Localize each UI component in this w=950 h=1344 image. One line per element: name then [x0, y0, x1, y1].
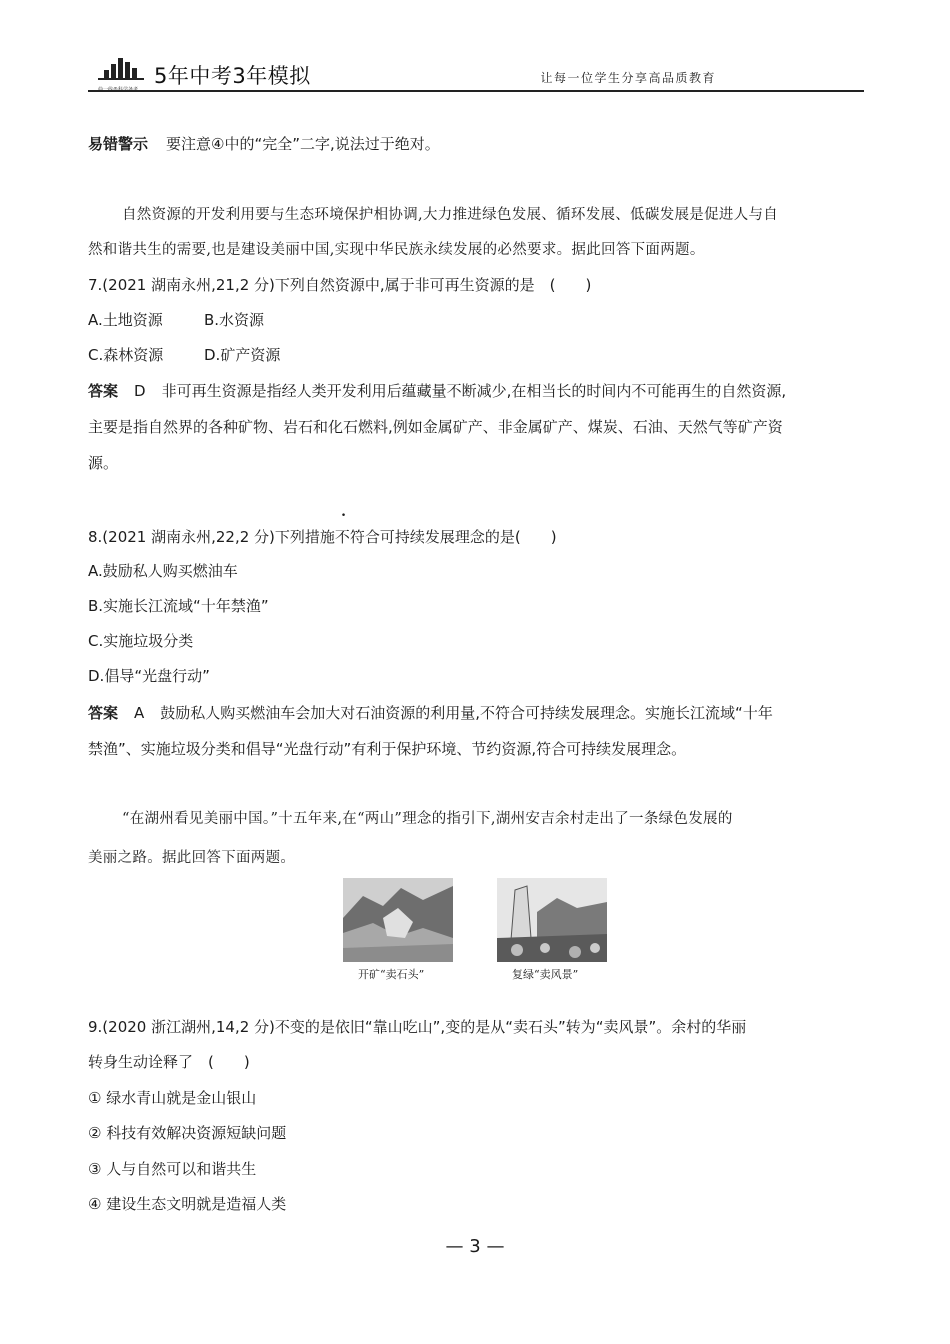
q7-option-c: C.森林资源	[88, 346, 164, 364]
q8-stem-emphasis: 不符合	[334, 528, 380, 546]
q9-item-4: ④ 建设生态文明就是造福人类	[88, 1195, 287, 1213]
q8-answer-label: 答案	[88, 704, 119, 722]
header-slogan: 让每一位学生分享高品质教育	[540, 71, 716, 85]
q7-option-a: A.土地资源	[88, 311, 163, 329]
q7-stem: 7.(2021 湖南永州,21,2 分)下列自然资源中,属于非可再生资源的是 ( )	[88, 276, 592, 294]
q8-answer-line-1: 鼓励私人购买燃油车会加大对石油资源的利用量,不符合可持续发展理念。实施长江流域“十年	[160, 704, 773, 722]
mining-caption: 开矿“卖石头”	[358, 968, 425, 981]
q8-stem	[88, 526, 557, 547]
brand-title: 5年中考3年模拟	[154, 64, 311, 88]
q7-answer-label: 答案	[88, 382, 119, 400]
q8-answer-line-2: 禁渔”、实施垃圾分类和倡导“光盘行动”有利于保护环境、节约资源,符合可持续发展理念。	[88, 740, 687, 758]
q9-item-1: ① 绿水青山就是金山银山	[88, 1089, 257, 1107]
intro1-line-2: 然和谐共生的需要,也是建设美丽中国,实现中华民族永续发展的必然要求。据此回答下面两题。	[88, 242, 705, 258]
q9-item-3: ③ 人与自然可以和谐共生	[88, 1160, 257, 1178]
q7-option-d: D.矿产资源	[204, 346, 281, 364]
q8-answer-letter: A	[134, 704, 145, 722]
q7-answer	[88, 380, 786, 401]
page-header	[88, 52, 864, 94]
header-divider	[88, 90, 864, 92]
restored-photo	[497, 878, 607, 962]
q9-stem-line-2: 转身生动诠释了 ( )	[88, 1053, 250, 1071]
publisher-logo	[98, 56, 144, 88]
q9-item-2: ② 科技有效解决资源短缺问题	[88, 1124, 287, 1142]
q9-stem-line-1: 9.(2020 浙江湖州,14,2 分)不变的是依旧“靠山吃山”,变的是从“卖石头”转为“卖风景”。余村的华丽	[88, 1018, 747, 1036]
intro2-line-1: “在湖州看见美丽中国。”十五年来,在“两山”理念的指引下,湖州安吉余村走出了一条绿色发展的	[122, 811, 733, 827]
page-number: — 3 —	[445, 1236, 505, 1257]
intro1-line-1: 自然资源的开发利用要与生态环境保护相协调,大力推进绿色发展、循环发展、低碳发展是促进人与自	[122, 207, 779, 223]
intro2-line-2: 美丽之路。据此回答下面两题。	[88, 850, 296, 866]
warning-text: 要注意④中的“完全”二字,说法过于绝对。	[166, 135, 440, 153]
q7-answer-line-3: 源。	[88, 454, 119, 472]
q7-answer-line-1: 非可再生资源是指经人类开发利用后蕴藏量不断减少,在相当长的时间内不可能再生的自然资源,	[161, 382, 787, 400]
q7-answer-line-2: 主要是指自然界的各种矿物、岩石和化石燃料,例如金属矿产、非金属矿产、煤炭、石油、天然气等矿产资	[88, 418, 783, 436]
q8-stem-suffix: 可持续发展理念的是( )	[379, 528, 557, 546]
q7-answer-letter: D	[134, 382, 146, 400]
q8-option-b: B.实施长江流域“十年禁渔”	[88, 597, 269, 615]
mining-photo	[343, 878, 453, 962]
restored-caption: 复绿“卖风景”	[512, 968, 579, 981]
q7-option-b: B.水资源	[204, 311, 265, 329]
q8-option-a: A.鼓励私人购买燃油车	[88, 562, 238, 580]
q8-answer	[88, 702, 773, 723]
warning-label: 易错警示	[88, 135, 149, 153]
q8-stem-prefix: 8.(2021 湖南永州,22,2 分)下列措施	[88, 528, 335, 546]
warning-note	[88, 133, 440, 154]
q8-option-c: C.实施垃圾分类	[88, 632, 194, 650]
q8-option-d: D.倡导“光盘行动”	[88, 667, 210, 685]
